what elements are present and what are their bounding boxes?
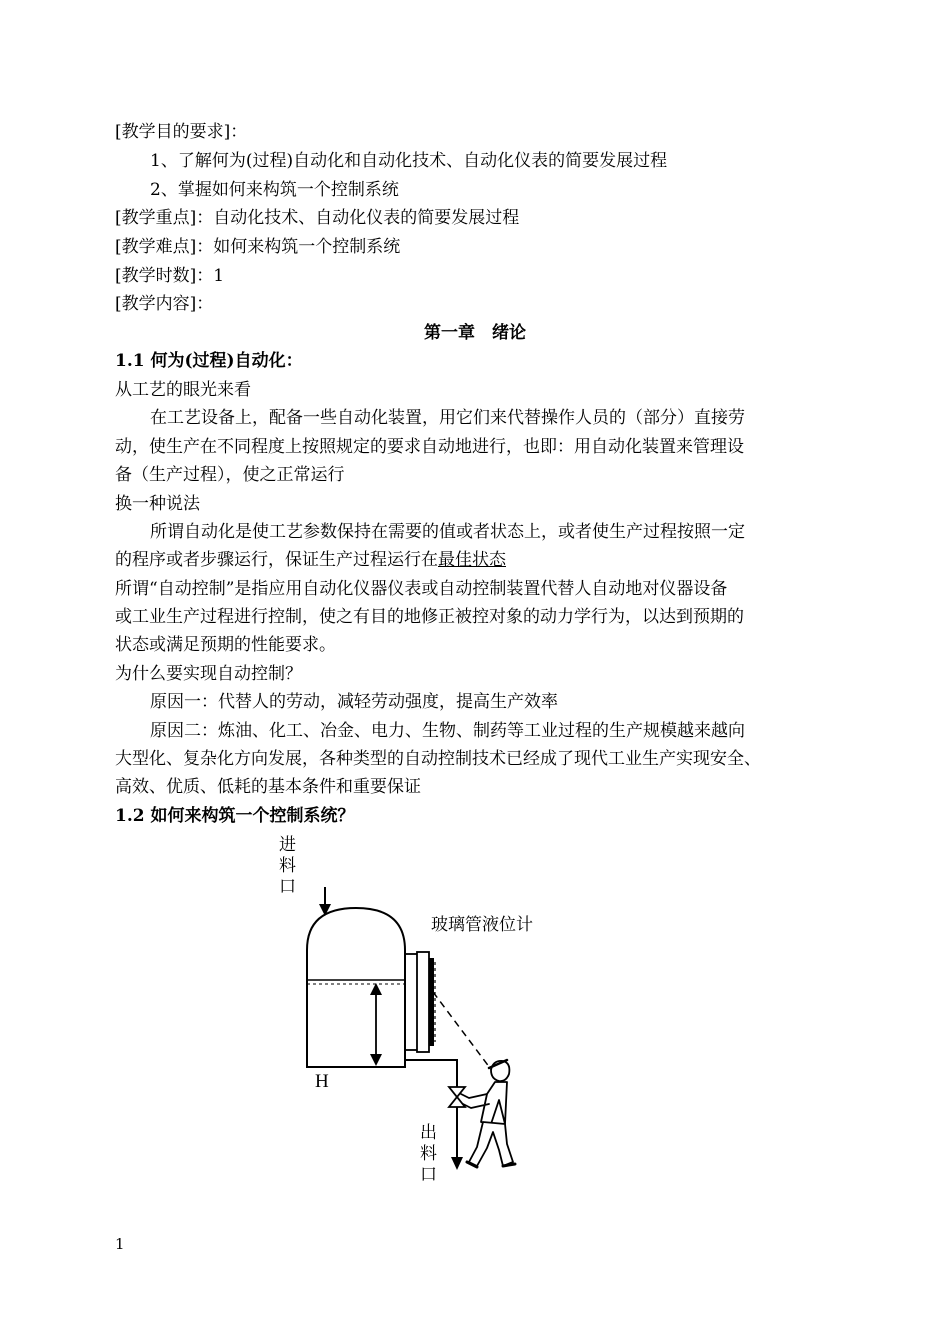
outlet-char-3: 口	[420, 1165, 437, 1184]
section-1-sub-2: 换一种说法	[115, 494, 200, 514]
height-label: H	[315, 1071, 329, 1092]
reason-2-line-2: 大型化、复杂化方向发展，各种类型的自动控制技术已经成了现代工业生产实现安全、	[115, 749, 761, 769]
outlet-char-1: 出	[420, 1123, 437, 1142]
section-2-heading: 1.2 如何来构筑一个控制系统？	[115, 806, 355, 826]
outlet-char-2: 料	[420, 1144, 437, 1163]
para-3-line-2: 或工业生产过程进行控制，使之有目的地修正被控对象的动力学行为，以达到预期的	[115, 607, 744, 627]
reason-1: 原因一：代替人的劳动，减轻劳动强度，提高生产效率	[150, 692, 558, 712]
para-2-line-1: 所谓自动化是使工艺参数保持在需要的值或者状态上，或者使生产过程按照一定	[150, 522, 745, 542]
para-2-line-2-prefix: 的程序或者步骤运行，保证生产过程运行在	[115, 550, 438, 570]
para-1-line-2: 动，使生产在不同程度上按照规定的要求自动地进行，也即：用自动化装置来管理设	[115, 437, 744, 457]
objective-1: 1、了解何为(过程)自动化和自动化技术、自动化仪表的简要发展过程	[150, 151, 668, 171]
chapter-title: 第一章 绪论	[424, 323, 526, 343]
section-1-heading: 1.1 何为(过程)自动化：	[115, 351, 303, 371]
reason-2-line-1: 原因二：炼油、化工、冶金、电力、生物、制药等工业过程的生产规模越来越向	[150, 721, 745, 741]
inlet-char-1: 进	[279, 835, 296, 854]
reason-2-line-3: 高效、优质、低耗的基本条件和重要保证	[115, 777, 421, 797]
level-control-figure	[255, 832, 575, 1194]
objective-2: 2、掌握如何来构筑一个控制系统	[150, 180, 399, 200]
page-number: 1	[115, 1235, 125, 1253]
underlined-best-state: 最佳状态	[438, 550, 506, 570]
outlet-arrow	[451, 1157, 463, 1170]
objectives-label: [教学目的要求]：	[115, 122, 248, 142]
para-1-line-1: 在工艺设备上，配备一些自动化装置，用它们来代替操作人员的（部分）直接劳	[150, 408, 745, 428]
para-1-line-3: 备（生产过程），使之正常运行	[115, 465, 345, 485]
para-3-line-3: 状态或满足预期的性能要求。	[115, 635, 336, 655]
content-label: [教学内容]：	[115, 294, 214, 314]
difficulties: [教学难点]：如何来构筑一个控制系统	[115, 237, 401, 257]
section-1-sub-1: 从工艺的眼光来看	[115, 380, 251, 400]
glass-tube-gauge	[405, 952, 435, 1052]
tank	[307, 908, 405, 1067]
inlet-char-3: 口	[279, 877, 296, 896]
why-question: 为什么要实现自动控制？	[115, 664, 302, 684]
height-arrow	[370, 983, 382, 1066]
gauge-label: 玻璃管液位计	[431, 915, 533, 934]
inlet-char-2: 料	[279, 856, 296, 875]
para-2-line-2	[115, 550, 506, 570]
key-points: [教学重点]：自动化技术、自动化仪表的简要发展过程	[115, 208, 520, 228]
operator-figure	[461, 1060, 515, 1167]
para-3-line-1: 所谓“自动控制”是指应用自动化仪器仪表或自动控制装置代替人自动地对仪器设备	[115, 579, 728, 599]
teaching-hours: [教学时数]：1	[115, 266, 225, 286]
